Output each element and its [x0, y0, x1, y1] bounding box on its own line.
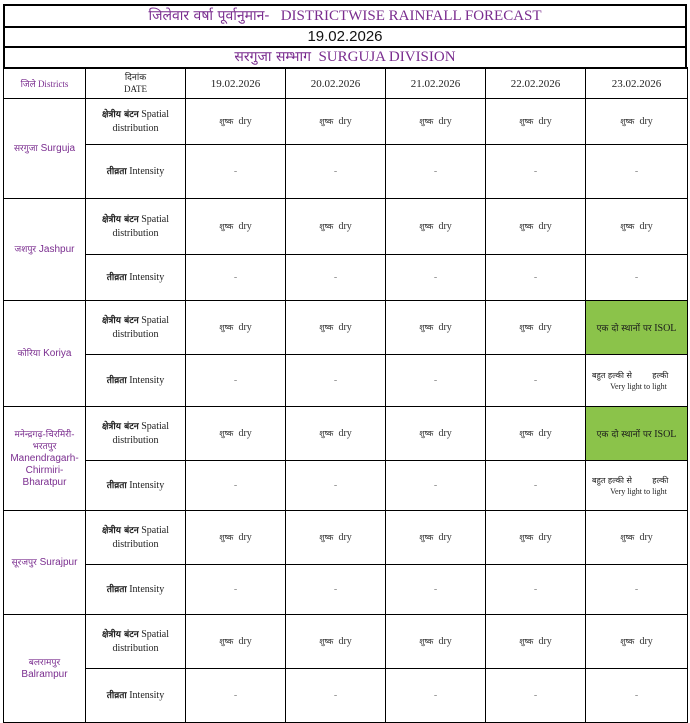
- header-date: [86, 68, 186, 99]
- district-name-hi: कोरिया: [17, 348, 41, 359]
- intensity-cell: -: [486, 255, 586, 301]
- intensity-cell: -: [286, 255, 386, 301]
- spatial-cell: [286, 301, 386, 355]
- issue-date: 19.02.2026: [3, 26, 687, 46]
- param-intensity: [86, 565, 186, 615]
- district-name-en: Surajpur: [39, 556, 78, 568]
- dry-hi: शुष्क: [419, 533, 434, 542]
- spatial-cell: [486, 199, 586, 255]
- spatial-cell: [386, 199, 486, 255]
- header-date-2: 20.02.2026: [286, 68, 386, 99]
- dry-en: dry: [238, 322, 252, 333]
- intensity-cell: -: [586, 565, 688, 615]
- intensity-cell: -: [386, 461, 486, 511]
- dry-en: dry: [538, 636, 552, 647]
- district-cell: [4, 301, 86, 407]
- table-row-spatial: [4, 301, 688, 355]
- dry-en: dry: [538, 428, 552, 439]
- param-spatial-en: Spatial distribution: [112, 214, 170, 239]
- table-row-intensity: [4, 255, 688, 301]
- spatial-cell: [486, 511, 586, 565]
- dry-en: dry: [238, 221, 252, 232]
- dry-en: dry: [438, 116, 452, 127]
- district-name-hi: सूरजपुर: [11, 557, 37, 568]
- dry-en: dry: [438, 428, 452, 439]
- district-name-en: Jashpur: [38, 243, 75, 255]
- district-name-hi: बलरामपुर: [28, 657, 61, 668]
- intensity-cell: -: [386, 355, 486, 407]
- dry-en: dry: [238, 636, 252, 647]
- intensity-cell: -: [586, 669, 688, 723]
- spatial-cell: [386, 301, 486, 355]
- vlight-hi: बहुत हल्की से हल्की: [592, 370, 669, 380]
- title-hindi: जिलेवार वर्षा पूर्वानुमान-: [148, 8, 270, 24]
- dry-hi: शुष्क: [219, 533, 234, 542]
- spatial-cell: [286, 99, 386, 145]
- dry-en: dry: [538, 116, 552, 127]
- dry-hi: शुष्क: [319, 637, 334, 646]
- intensity-cell: -: [586, 145, 688, 199]
- dry-hi: शुष्क: [620, 222, 635, 231]
- intensity-cell: -: [286, 355, 386, 407]
- intensity-cell: -: [486, 145, 586, 199]
- vlight-en: Very light to light: [610, 381, 667, 391]
- dry-hi: शुष्क: [519, 533, 534, 542]
- spatial-cell: [486, 301, 586, 355]
- district-cell: [4, 511, 86, 615]
- district-name-hi: सरगुजा: [13, 143, 38, 154]
- dry-hi: शुष्क: [319, 533, 334, 542]
- intensity-cell: -: [486, 669, 586, 723]
- intensity-cell: -: [286, 565, 386, 615]
- table-row-intensity: [4, 461, 688, 511]
- dry-en: dry: [438, 636, 452, 647]
- isol-en: ISOL: [654, 323, 677, 334]
- spatial-cell: [186, 511, 286, 565]
- header-date-5: 23.02.2026: [586, 68, 688, 99]
- title-english: DISTRICTWISE RAINFALL FORECAST: [280, 8, 542, 24]
- dry-hi: शुष्क: [219, 637, 234, 646]
- param-intensity-hi: तीव्रता: [106, 375, 127, 386]
- param-spatial: [86, 511, 186, 565]
- param-spatial: [86, 615, 186, 669]
- param-intensity-en: Intensity: [129, 479, 165, 491]
- param-intensity: [86, 255, 186, 301]
- vlight-en: Very light to light: [610, 486, 667, 496]
- dry-en: dry: [538, 221, 552, 232]
- header-date-1: 19.02.2026: [186, 68, 286, 99]
- dry-en: dry: [538, 322, 552, 333]
- intensity-cell: -: [186, 461, 286, 511]
- header-date-4: 22.02.2026: [486, 68, 586, 99]
- isol-en: ISOL: [654, 429, 677, 440]
- spatial-cell: [586, 615, 688, 669]
- table-row-intensity: [4, 355, 688, 407]
- dry-hi: शुष्क: [319, 323, 334, 332]
- dry-hi: शुष्क: [519, 117, 534, 126]
- forecast-document: [3, 4, 687, 723]
- dry-hi: शुष्क: [419, 222, 434, 231]
- dry-hi: शुष्क: [319, 117, 334, 126]
- param-spatial: [86, 199, 186, 255]
- district-cell: [4, 99, 86, 199]
- param-spatial-en: Spatial distribution: [112, 315, 170, 340]
- param-intensity-en: Intensity: [129, 271, 165, 283]
- dry-en: dry: [338, 636, 352, 647]
- division-title: [3, 46, 687, 67]
- dry-en: dry: [639, 636, 653, 647]
- division-english: SURGUJA DIVISION: [318, 49, 456, 65]
- dry-en: dry: [438, 322, 452, 333]
- param-spatial: [86, 301, 186, 355]
- param-intensity-hi: तीव्रता: [106, 690, 127, 701]
- dry-hi: शुष्क: [219, 323, 234, 332]
- spatial-cell: [186, 407, 286, 461]
- param-intensity: [86, 461, 186, 511]
- page-title: [3, 4, 687, 26]
- dry-en: dry: [438, 221, 452, 232]
- dry-hi: शुष्क: [219, 429, 234, 438]
- district-name-hi: जशपुर: [14, 244, 37, 255]
- isol-hi: एक दो स्थानों पर: [596, 324, 652, 334]
- intensity-cell: -: [186, 355, 286, 407]
- param-spatial-hi: क्षेत्रीय बंटन: [101, 630, 139, 640]
- dry-hi: शुष्क: [620, 533, 635, 542]
- dry-en: dry: [238, 428, 252, 439]
- param-intensity: [86, 145, 186, 199]
- spatial-cell: [386, 99, 486, 145]
- dry-en: dry: [238, 116, 252, 127]
- district-cell: [4, 407, 86, 511]
- header-date-hi: दिनांक: [124, 73, 147, 83]
- param-intensity-hi: तीव्रता: [106, 166, 127, 177]
- table-row-spatial: [4, 615, 688, 669]
- dry-en: dry: [438, 532, 452, 543]
- table-row-intensity: [4, 565, 688, 615]
- spatial-cell: [386, 407, 486, 461]
- dry-hi: शुष्क: [419, 117, 434, 126]
- intensity-cell: -: [386, 145, 486, 199]
- district-name-en: Surguja: [40, 142, 76, 154]
- dry-hi: शुष्क: [620, 637, 635, 646]
- spatial-cell: [186, 199, 286, 255]
- intensity-cell: -: [286, 669, 386, 723]
- table-row-spatial: [4, 407, 688, 461]
- spatial-cell: [486, 407, 586, 461]
- forecast-table: [3, 67, 688, 723]
- spatial-cell: [586, 199, 688, 255]
- dry-hi: शुष्क: [519, 323, 534, 332]
- spatial-cell: [286, 407, 386, 461]
- dry-en: dry: [538, 532, 552, 543]
- dry-hi: शुष्क: [519, 429, 534, 438]
- param-spatial-en: Spatial distribution: [112, 421, 170, 446]
- intensity-cell: -: [186, 669, 286, 723]
- param-intensity: [86, 355, 186, 407]
- param-spatial-en: Spatial distribution: [112, 525, 170, 550]
- dry-hi: शुष्क: [419, 323, 434, 332]
- intensity-cell: -: [186, 145, 286, 199]
- intensity-cell: -: [186, 565, 286, 615]
- dry-en: dry: [338, 221, 352, 232]
- spatial-cell: [186, 99, 286, 145]
- dry-en: dry: [639, 221, 653, 232]
- param-spatial-en: Spatial distribution: [112, 109, 170, 134]
- spatial-cell: [186, 301, 286, 355]
- param-intensity-en: Intensity: [129, 583, 165, 595]
- district-name-hi: मनेन्द्रगढ़-चिरमिरी-भरतपुर: [14, 429, 75, 452]
- spatial-cell: [586, 511, 688, 565]
- table-row-intensity: [4, 669, 688, 723]
- intensity-cell-vlight: [586, 461, 688, 511]
- spatial-cell: [286, 199, 386, 255]
- dry-hi: शुष्क: [620, 117, 635, 126]
- dry-en: dry: [338, 532, 352, 543]
- district-cell: [4, 615, 86, 723]
- dry-hi: शुष्क: [519, 637, 534, 646]
- spatial-cell: [386, 511, 486, 565]
- header-districts-hi: जिले: [20, 80, 36, 90]
- param-intensity: [86, 669, 186, 723]
- intensity-cell: -: [186, 255, 286, 301]
- division-hindi: सरगुजा सम्भाग: [234, 49, 311, 65]
- intensity-cell: -: [486, 461, 586, 511]
- param-intensity-en: Intensity: [129, 374, 165, 386]
- dry-en: dry: [338, 322, 352, 333]
- spatial-cell: [486, 99, 586, 145]
- intensity-cell: -: [286, 461, 386, 511]
- district-name-en: Koriya: [43, 347, 72, 359]
- param-spatial-en: Spatial distribution: [112, 629, 170, 654]
- vlight-hi: बहुत हल्की से हल्की: [592, 475, 669, 485]
- param-spatial-hi: क्षेत्रीय बंटन: [101, 422, 139, 432]
- dry-hi: शुष्क: [219, 222, 234, 231]
- dry-en: dry: [639, 116, 653, 127]
- param-intensity-en: Intensity: [129, 165, 165, 177]
- spatial-cell-isol: [586, 407, 688, 461]
- param-spatial-hi: क्षेत्रीय बंटन: [101, 110, 139, 120]
- param-spatial-hi: क्षेत्रीय बंटन: [101, 215, 139, 225]
- intensity-cell: -: [386, 255, 486, 301]
- param-spatial: [86, 407, 186, 461]
- table-row-spatial: [4, 99, 688, 145]
- header-date-en: DATE: [124, 84, 147, 94]
- param-spatial-hi: क्षेत्रीय बंटन: [101, 316, 139, 326]
- dry-hi: शुष्क: [219, 117, 234, 126]
- header-districts: [4, 68, 86, 99]
- spatial-cell: [286, 511, 386, 565]
- district-cell: [4, 199, 86, 301]
- dry-hi: शुष्क: [419, 429, 434, 438]
- spatial-cell: [486, 615, 586, 669]
- dry-en: dry: [639, 532, 653, 543]
- param-spatial: [86, 99, 186, 145]
- intensity-cell: -: [386, 669, 486, 723]
- intensity-cell: -: [586, 255, 688, 301]
- table-header-row: [4, 68, 688, 99]
- dry-hi: शुष्क: [419, 637, 434, 646]
- intensity-cell: -: [386, 565, 486, 615]
- spatial-cell-isol: [586, 301, 688, 355]
- param-spatial-hi: क्षेत्रीय बंटन: [101, 526, 139, 536]
- param-intensity-hi: तीव्रता: [106, 480, 127, 491]
- spatial-cell: [186, 615, 286, 669]
- dry-en: dry: [238, 532, 252, 543]
- dry-hi: शुष्क: [519, 222, 534, 231]
- isol-hi: एक दो स्थानों पर: [596, 430, 652, 440]
- intensity-cell: -: [286, 145, 386, 199]
- param-intensity-en: Intensity: [129, 689, 165, 701]
- district-name-en: Manendragarh-Chirmiri-Bharatpur: [10, 452, 79, 488]
- district-name-en: Balrampur: [21, 668, 68, 680]
- spatial-cell: [586, 99, 688, 145]
- spatial-cell: [286, 615, 386, 669]
- table-row-spatial: [4, 511, 688, 565]
- dry-hi: शुष्क: [319, 429, 334, 438]
- dry-en: dry: [338, 116, 352, 127]
- table-row-spatial: [4, 199, 688, 255]
- intensity-cell: -: [486, 565, 586, 615]
- dry-en: dry: [338, 428, 352, 439]
- header-districts-en: Districts: [37, 79, 69, 89]
- param-intensity-hi: तीव्रता: [106, 272, 127, 283]
- intensity-cell-vlight: [586, 355, 688, 407]
- header-date-3: 21.02.2026: [386, 68, 486, 99]
- table-row-intensity: [4, 145, 688, 199]
- spatial-cell: [386, 615, 486, 669]
- dry-hi: शुष्क: [319, 222, 334, 231]
- intensity-cell: -: [486, 355, 586, 407]
- param-intensity-hi: तीव्रता: [106, 584, 127, 595]
